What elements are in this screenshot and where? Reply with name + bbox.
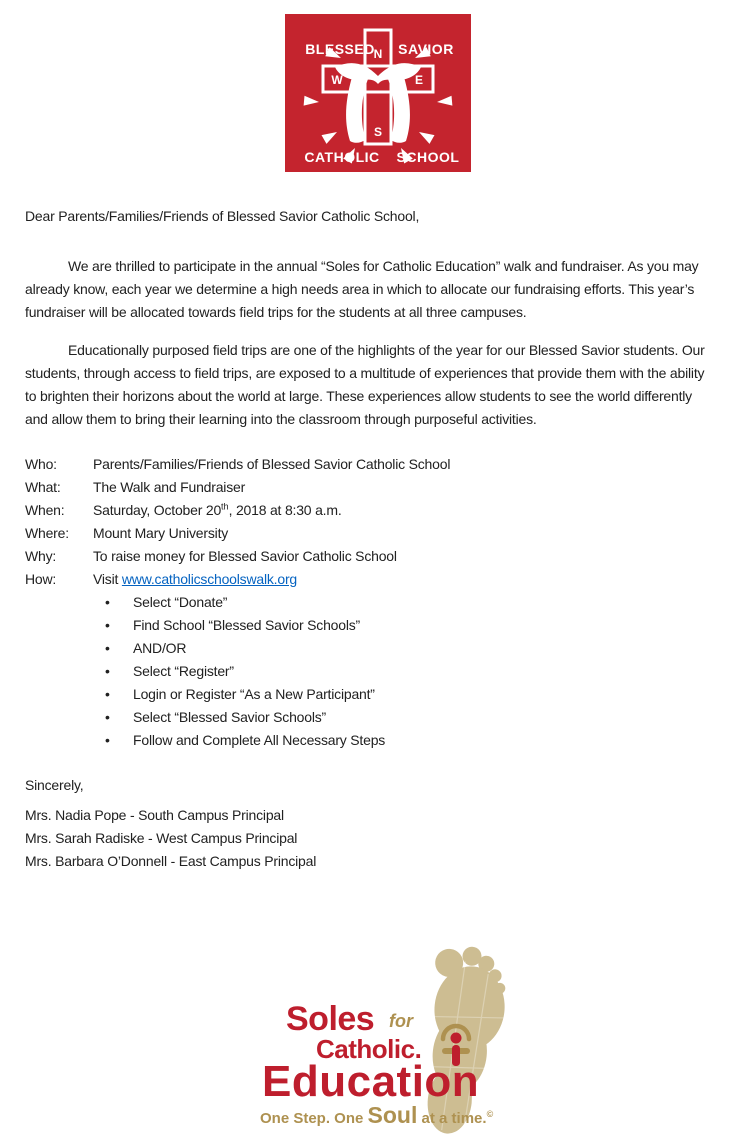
compass-w-label: W [331,73,343,87]
detail-label-why: Why: [25,548,57,564]
tagline-pre: One Step. One [260,1110,368,1127]
tagline-copyright-mark: © [486,1109,494,1119]
detail-row-how [25,568,717,591]
detail-value-what: The Walk and Fundraiser [93,479,246,495]
detail-row-when [25,499,717,522]
bullet-icon: • [105,617,110,633]
how-visit-text: Visit [93,571,122,587]
bullet-icon: • [105,663,110,679]
detail-value-where: Mount Mary University [93,525,229,541]
when-time: , 2018 at 8:30 a.m. [228,502,342,518]
school-logo [285,14,471,172]
bullet-icon: • [105,594,110,610]
bullet-text: Select “Register” [133,663,234,679]
detail-label-how: How: [25,571,57,587]
crest-word-school: SCHOOL [396,149,460,165]
letter-body [25,205,717,873]
bullet-item [25,706,717,729]
bullet-text: Select “Donate” [133,594,228,610]
bullet-text: Select “Blessed Savior Schools” [133,709,326,725]
compass-s-label: S [373,125,383,139]
bullet-item [25,729,717,752]
signature-east-principal: Mrs. Barbara O’Donnell - East Campus Principal [25,853,317,869]
crest-word-catholic: CATHOLIC [304,149,380,165]
bullet-icon: • [105,686,110,702]
crest-word-savior: SAVIOR [398,41,454,57]
detail-row-what [25,476,717,499]
salutation: Dear Parents/Families/Friends of Blessed Savior Catholic School, [25,208,420,224]
detail-label-where: Where: [25,525,69,541]
bullet-icon: • [105,709,110,725]
compass-e-label: E [414,73,424,87]
bullet-item [25,637,717,660]
bullet-text: Follow and Complete All Necessary Steps [133,732,386,748]
signature-block [25,804,717,873]
detail-row-where [25,522,717,545]
detail-label-who: Who: [25,456,57,472]
detail-row-why [25,545,717,568]
tagline-soul: Soul [367,1102,418,1128]
tagline-post: at a time. [417,1110,487,1127]
bullet-icon: • [105,732,110,748]
detail-value-who: Parents/Families/Friends of Blessed Savior Catholic School [93,456,451,472]
logo-word-catholic: Catholic. [316,1034,422,1064]
event-details-list [25,453,717,591]
detail-row-who [25,453,717,476]
logo-tagline [260,1104,493,1127]
soles-for-catholic-education-logo [250,938,530,1145]
detail-label-when: When: [25,502,65,518]
compass-n-label: N [373,47,383,61]
paragraph-2: Educationally purposed field trips are one of the highlights of the year for our Blessed Savior students. Our students, through access to field trips, are exposed to a multitude of experiences that provide them with the ability to brighten their horizons about the world at large. These experiences allow students to see the world differently and allow them to bring their learning into the classroom through purposeful activities. [25,342,705,427]
detail-value-when [93,499,717,522]
bullet-text: Find School “Blessed Savior Schools” [133,617,361,633]
bullet-item [25,660,717,683]
bullet-text: Login or Register “As a New Participant” [133,686,375,702]
bullet-item [25,591,717,614]
signature-south-principal: Mrs. Nadia Pope - South Campus Principal [25,807,284,823]
closing: Sincerely, [25,777,84,793]
detail-value-how [93,568,717,591]
crest-word-blessed: BLESSED [305,41,375,57]
detail-label-what: What: [25,479,61,495]
walk-website-link[interactable]: www.catholicschoolswalk.org [121,571,298,587]
logo-word-for: for [389,1011,413,1031]
bullet-text: AND/OR [133,640,187,656]
bullet-item [25,614,717,637]
instructions-bullet-list [25,591,717,752]
school-crest-icon [285,14,471,172]
detail-value-why: To raise money for Blessed Savior Catholic School [93,548,397,564]
paragraph-1: We are thrilled to participate in the annual “Soles for Catholic Education” walk and fundraiser. As you may already know, each year we determine a high needs area in which to allocate our fundraising efforts. This year’s fundraiser will be allocated towards field trips for the students at all three campuses. [25,258,699,320]
logo-word-soles: Soles [286,1000,375,1038]
bullet-icon: • [105,640,110,656]
signature-west-principal: Mrs. Sarah Radiske - West Campus Principal [25,830,298,846]
bullet-item [25,683,717,706]
logo-word-education: Education [262,1057,480,1106]
when-ordinal-suffix: th [221,501,229,512]
when-date: Saturday, October 20 [93,502,222,518]
